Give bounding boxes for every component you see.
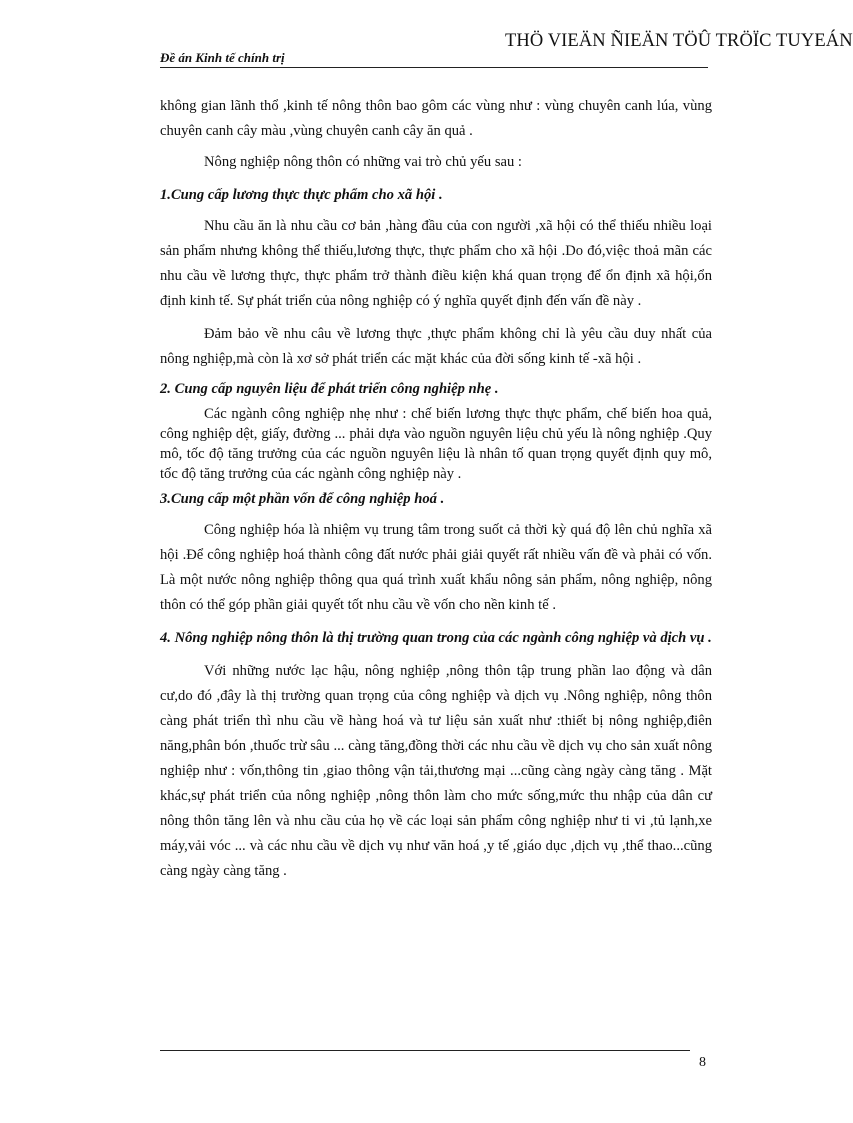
paragraph-intro: không gian lãnh thổ ,kinh tế nông thôn bao gôm các vùng như : vùng chuyên canh lúa, vùng chuyên canh cây màu ,vùng chuyên canh cây ăn quả .: [160, 98, 712, 139]
heading-section-4: 4. Nông nghiệp nông thôn là thị trường quan trong của các ngành công nghiệp và dịch vụ .: [160, 630, 712, 646]
paragraph-section-2: Các ngành công nghiệp nhẹ như : chế biến lương thực thực phẩm, chế biến hoa quả, công nghiệp dệt, giấy, đường ... phải dựa vào nguồn nguyên liệu chủ yếu là nông nghiệp .Quy mô, tốc độ tăng trưởng của các nguồn nguyên liệu là nhân tố quan trọng quyết định quy mô, tốc độ tăng trưởng của các ngành công nghiệp này .: [160, 406, 712, 482]
paragraph-section-1a: Nhu cầu ăn là nhu cầu cơ bản ,hàng đầu của con người ,xã hội có thể thiếu nhiều loại sản phẩm nhưng không thể thiếu,lương thực, thực phẩm cho xã hội .Do đó,việc thoả mãn các nhu cầu về lương thực, thực phẩm trở thành điều kiện khá quan trọng để ổn định xã hội,ổn định kinh tế. Sự phát triển của nông nghiệp có ý nghĩa quyết định đến vấn đề này .: [160, 218, 712, 309]
paragraph-section-1b: Đảm bảo về nhu câu về lương thực ,thực phẩm không chỉ là yêu cầu duy nhất của nông nghiệp,mà còn là xơ sở phát triển các mặt khác của đời sống kinh tế -xã hội .: [160, 326, 712, 367]
heading-section-2: 2. Cung cấp nguyên liệu để phát triển công nghiệp nhẹ .: [160, 381, 499, 397]
header-document-title: Đề án Kinh tế chính trị: [160, 50, 285, 65]
page-number: 8: [699, 1055, 706, 1070]
paragraph-section-4: Với những nước lạc hậu, nông nghiệp ,nông thôn tập trung phần lao động và dân cư,do đó ,đây là thị trường quan trọng của công nghiệp và dịch vụ .Nông nghiệp, nông thôn càng phát triển thì nhu cầu về hàng hoá và tư liệu sản xuất như :thiết bị nông nghiệp,điên năng,phân bón ,thuốc trừ sâu ... càng tăng,đồng thời các nhu cầu về dịch vụ cho sản xuất nông nghiệp như : vốn,thông tin ,giao thông vận tải,thương mại ...cũng càng ngày càng tăng . Mặt khác,sự phát triển của nông nghiệp ,nông thôn làm cho mức sống,mức thu nhập của dân cư nông thôn tăng lên và nhu cầu của họ về các loại sản phẩm công nghiệp như ti vi ,tủ lạnh,xe máy,vải vóc ... và các nhu cầu về dịch vụ như văn hoá ,y tế ,giáo dục ,dịch vụ ,thể thao...cũng càng ngày càng tăng .: [160, 663, 712, 879]
paragraph-roles: Nông nghiệp nông thôn có những vai trò chủ yếu sau :: [204, 154, 522, 170]
header-library-banner: THÖ VIEÄN ÑIEÄN TÖÛ TRÖÏC TUYEÁN: [505, 31, 853, 51]
heading-section-1: 1.Cung cấp lương thực thực phẩm cho xã hội .: [160, 187, 443, 203]
header-divider: [160, 67, 708, 68]
paragraph-section-3: Công nghiệp hóa là nhiệm vụ trung tâm trong suốt cả thời kỳ quá độ lên chủ nghĩa xã hội .Để công nghiệp hoá thành công đất nước phải giải quyết rất nhiều vấn đề và phải có vốn. Là một nước nông nghiệp thông qua quá trình xuất khẩu nông sản phẩm, nông nghiệp, nông thôn có thể góp phần giải quyết tốt nhu cầu về vốn cho nền kinh tế .: [160, 522, 712, 613]
page-body: [160, 94, 712, 884]
heading-section-3: 3.Cung cấp một phần vốn để công nghiệp hoá .: [160, 491, 445, 507]
footer-divider: [160, 1050, 690, 1051]
